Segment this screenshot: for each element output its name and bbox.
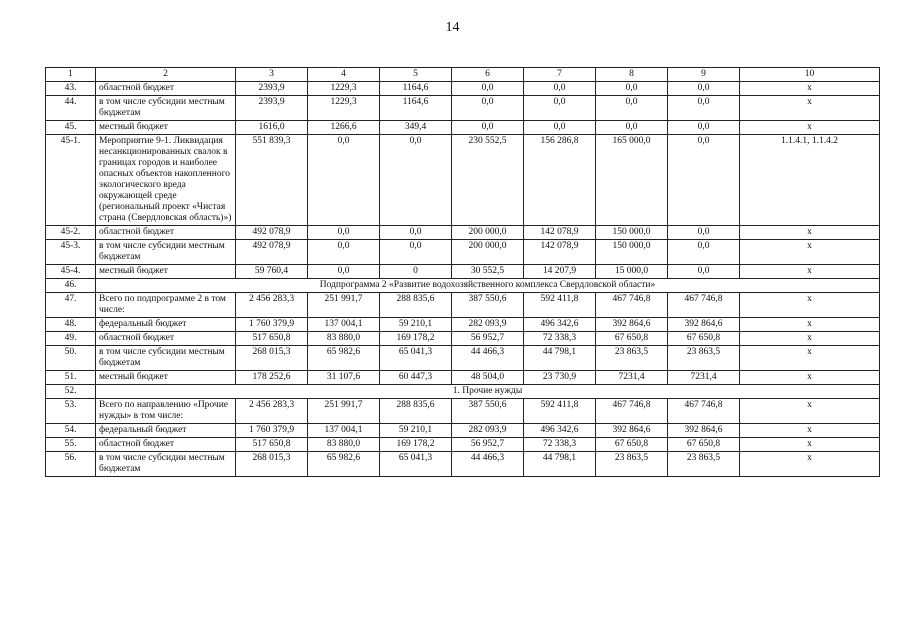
value-cell: 392 864,6 bbox=[668, 424, 740, 438]
value-cell: 83 880,0 bbox=[308, 438, 380, 452]
column-header: 9 bbox=[668, 68, 740, 82]
row-number: 45-1. bbox=[46, 135, 96, 226]
row-number: 51. bbox=[46, 371, 96, 385]
value-cell: 387 550,6 bbox=[452, 293, 524, 318]
row-name: в том числе субсидии местным бюджетам bbox=[96, 240, 236, 265]
value-cell: 44 798,1 bbox=[524, 452, 596, 477]
value-cell: 2393,9 bbox=[236, 96, 308, 121]
value-cell: 0,0 bbox=[668, 226, 740, 240]
value-cell: 467 746,8 bbox=[668, 399, 740, 424]
row-name: областной бюджет bbox=[96, 438, 236, 452]
value-cell: 72 338,3 bbox=[524, 438, 596, 452]
value-cell: 67 650,8 bbox=[668, 438, 740, 452]
column-header: 4 bbox=[308, 68, 380, 82]
row-name: областной бюджет bbox=[96, 226, 236, 240]
row-name: в том числе субсидии местным бюджетам bbox=[96, 346, 236, 371]
value-cell: 282 093,9 bbox=[452, 424, 524, 438]
target-indicator-cell: x bbox=[740, 452, 880, 477]
column-header: 5 bbox=[380, 68, 452, 82]
value-cell: 0 bbox=[380, 265, 452, 279]
target-indicator-cell: x bbox=[740, 318, 880, 332]
value-cell: 0,0 bbox=[308, 240, 380, 265]
column-number-row bbox=[46, 68, 880, 82]
target-indicator-cell: 1.1.4.1, 1.1.4.2 bbox=[740, 135, 880, 226]
value-cell: 1 760 379,9 bbox=[236, 424, 308, 438]
value-cell: 2 456 283,3 bbox=[236, 399, 308, 424]
table-row bbox=[46, 332, 880, 346]
table-row bbox=[46, 226, 880, 240]
value-cell: 59 210,1 bbox=[380, 318, 452, 332]
row-number: 45-3. bbox=[46, 240, 96, 265]
row-name: местный бюджет bbox=[96, 371, 236, 385]
row-number: 47. bbox=[46, 293, 96, 318]
row-name: местный бюджет bbox=[96, 121, 236, 135]
target-indicator-cell: x bbox=[740, 82, 880, 96]
row-number: 49. bbox=[46, 332, 96, 346]
target-indicator-cell: x bbox=[740, 226, 880, 240]
table-row bbox=[46, 346, 880, 371]
value-cell: 1164,6 bbox=[380, 82, 452, 96]
value-cell: 349,4 bbox=[380, 121, 452, 135]
value-cell: 492 078,9 bbox=[236, 240, 308, 265]
target-indicator-cell: x bbox=[740, 332, 880, 346]
value-cell: 23 863,5 bbox=[596, 346, 668, 371]
table-row bbox=[46, 438, 880, 452]
value-cell: 1229,3 bbox=[308, 96, 380, 121]
value-cell: 0,0 bbox=[668, 96, 740, 121]
row-number: 45-4. bbox=[46, 265, 96, 279]
value-cell: 65 041,3 bbox=[380, 346, 452, 371]
value-cell: 517 650,8 bbox=[236, 332, 308, 346]
row-name: областной бюджет bbox=[96, 82, 236, 96]
value-cell: 2 456 283,3 bbox=[236, 293, 308, 318]
row-number: 53. bbox=[46, 399, 96, 424]
value-cell: 150 000,0 bbox=[596, 240, 668, 265]
value-cell: 392 864,6 bbox=[668, 318, 740, 332]
table-row bbox=[46, 240, 880, 265]
value-cell: 387 550,6 bbox=[452, 399, 524, 424]
value-cell: 0,0 bbox=[380, 240, 452, 265]
value-cell: 169 178,2 bbox=[380, 332, 452, 346]
value-cell: 150 000,0 bbox=[596, 226, 668, 240]
value-cell: 1616,0 bbox=[236, 121, 308, 135]
row-number: 50. bbox=[46, 346, 96, 371]
value-cell: 592 411,8 bbox=[524, 399, 596, 424]
value-cell: 65 041,3 bbox=[380, 452, 452, 477]
value-cell: 14 207,9 bbox=[524, 265, 596, 279]
target-indicator-cell: x bbox=[740, 399, 880, 424]
value-cell: 165 000,0 bbox=[596, 135, 668, 226]
value-cell: 60 447,3 bbox=[380, 371, 452, 385]
value-cell: 142 078,9 bbox=[524, 226, 596, 240]
value-cell: 44 466,3 bbox=[452, 346, 524, 371]
value-cell: 44 466,3 bbox=[452, 452, 524, 477]
table-row bbox=[46, 318, 880, 332]
value-cell: 392 864,6 bbox=[596, 424, 668, 438]
row-number: 52. bbox=[46, 385, 96, 399]
table-row bbox=[46, 135, 880, 226]
value-cell: 288 835,6 bbox=[380, 399, 452, 424]
row-number: 54. bbox=[46, 424, 96, 438]
target-indicator-cell: x bbox=[740, 346, 880, 371]
page-number: 14 bbox=[445, 20, 460, 35]
column-header: 7 bbox=[524, 68, 596, 82]
budget-table bbox=[45, 67, 880, 477]
table-row bbox=[46, 96, 880, 121]
value-cell: 1266,6 bbox=[308, 121, 380, 135]
value-cell: 1164,6 bbox=[380, 96, 452, 121]
row-number: 56. bbox=[46, 452, 96, 477]
row-name: Мероприятие 9-1. Ликвидация несанкционированных свалок в границах городов и наиболее опасных объектов накопленного экологического вреда окружающей среде (региональный проект «Чистая страна (Свердловская область)») bbox=[96, 135, 236, 226]
row-name: федеральный бюджет bbox=[96, 318, 236, 332]
table-row bbox=[46, 452, 880, 477]
value-cell: 200 000,0 bbox=[452, 240, 524, 265]
row-name: федеральный бюджет bbox=[96, 424, 236, 438]
target-indicator-cell: x bbox=[740, 293, 880, 318]
value-cell: 23 863,5 bbox=[596, 452, 668, 477]
value-cell: 23 730,9 bbox=[524, 371, 596, 385]
column-header: 2 bbox=[96, 68, 236, 82]
table-row bbox=[46, 82, 880, 96]
value-cell: 72 338,3 bbox=[524, 332, 596, 346]
value-cell: 59 210,1 bbox=[380, 424, 452, 438]
table-row bbox=[46, 265, 880, 279]
value-cell: 23 863,5 bbox=[668, 346, 740, 371]
value-cell: 7231,4 bbox=[596, 371, 668, 385]
value-cell: 268 015,3 bbox=[236, 452, 308, 477]
value-cell: 496 342,6 bbox=[524, 318, 596, 332]
value-cell: 56 952,7 bbox=[452, 332, 524, 346]
value-cell: 156 286,8 bbox=[524, 135, 596, 226]
value-cell: 0,0 bbox=[596, 82, 668, 96]
row-number: 44. bbox=[46, 96, 96, 121]
value-cell: 7231,4 bbox=[668, 371, 740, 385]
target-indicator-cell: x bbox=[740, 265, 880, 279]
target-indicator-cell: x bbox=[740, 96, 880, 121]
value-cell: 0,0 bbox=[668, 82, 740, 96]
value-cell: 230 552,5 bbox=[452, 135, 524, 226]
value-cell: 137 004,1 bbox=[308, 318, 380, 332]
row-name: Всего по подпрограмме 2 в том числе: bbox=[96, 293, 236, 318]
target-indicator-cell: x bbox=[740, 424, 880, 438]
value-cell: 44 798,1 bbox=[524, 346, 596, 371]
section-header-row bbox=[46, 385, 880, 399]
value-cell: 251 991,7 bbox=[308, 293, 380, 318]
value-cell: 1 760 379,9 bbox=[236, 318, 308, 332]
value-cell: 0,0 bbox=[380, 226, 452, 240]
table-row bbox=[46, 371, 880, 385]
value-cell: 0,0 bbox=[308, 226, 380, 240]
column-header: 10 bbox=[740, 68, 880, 82]
table-body bbox=[46, 82, 880, 477]
value-cell: 0,0 bbox=[380, 135, 452, 226]
value-cell: 48 504,0 bbox=[452, 371, 524, 385]
column-header: 1 bbox=[46, 68, 96, 82]
value-cell: 492 078,9 bbox=[236, 226, 308, 240]
value-cell: 0,0 bbox=[668, 135, 740, 226]
value-cell: 31 107,6 bbox=[308, 371, 380, 385]
value-cell: 592 411,8 bbox=[524, 293, 596, 318]
row-name: областной бюджет bbox=[96, 332, 236, 346]
value-cell: 65 982,6 bbox=[308, 452, 380, 477]
value-cell: 0,0 bbox=[596, 121, 668, 135]
value-cell: 0,0 bbox=[668, 265, 740, 279]
value-cell: 1229,3 bbox=[308, 82, 380, 96]
value-cell: 200 000,0 bbox=[452, 226, 524, 240]
value-cell: 59 760,4 bbox=[236, 265, 308, 279]
value-cell: 56 952,7 bbox=[452, 438, 524, 452]
target-indicator-cell: x bbox=[740, 438, 880, 452]
value-cell: 288 835,6 bbox=[380, 293, 452, 318]
value-cell: 67 650,8 bbox=[596, 332, 668, 346]
value-cell: 142 078,9 bbox=[524, 240, 596, 265]
value-cell: 30 552,5 bbox=[452, 265, 524, 279]
row-name: в том числе субсидии местным бюджетам bbox=[96, 96, 236, 121]
value-cell: 15 000,0 bbox=[596, 265, 668, 279]
value-cell: 0,0 bbox=[452, 96, 524, 121]
value-cell: 0,0 bbox=[308, 265, 380, 279]
value-cell: 137 004,1 bbox=[308, 424, 380, 438]
column-header: 3 bbox=[236, 68, 308, 82]
row-number: 45. bbox=[46, 121, 96, 135]
target-indicator-cell: x bbox=[740, 371, 880, 385]
value-cell: 467 746,8 bbox=[668, 293, 740, 318]
value-cell: 0,0 bbox=[308, 135, 380, 226]
value-cell: 496 342,6 bbox=[524, 424, 596, 438]
column-header: 6 bbox=[452, 68, 524, 82]
value-cell: 467 746,8 bbox=[596, 399, 668, 424]
value-cell: 2393,9 bbox=[236, 82, 308, 96]
column-header: 8 bbox=[596, 68, 668, 82]
value-cell: 0,0 bbox=[524, 96, 596, 121]
row-number: 45-2. bbox=[46, 226, 96, 240]
row-name: в том числе субсидии местным бюджетам bbox=[96, 452, 236, 477]
table-row bbox=[46, 121, 880, 135]
value-cell: 178 252,6 bbox=[236, 371, 308, 385]
row-number: 55. bbox=[46, 438, 96, 452]
value-cell: 23 863,5 bbox=[668, 452, 740, 477]
value-cell: 282 093,9 bbox=[452, 318, 524, 332]
row-number: 43. bbox=[46, 82, 96, 96]
value-cell: 0,0 bbox=[668, 240, 740, 265]
row-name: Всего по направлению «Прочие нужды» в том числе: bbox=[96, 399, 236, 424]
value-cell: 268 015,3 bbox=[236, 346, 308, 371]
value-cell: 0,0 bbox=[668, 121, 740, 135]
section-title: Подпрограмма 2 «Развитие водохозяйственного комплекса Свердловской области» bbox=[96, 279, 880, 293]
value-cell: 0,0 bbox=[524, 82, 596, 96]
table-row bbox=[46, 293, 880, 318]
value-cell: 83 880,0 bbox=[308, 332, 380, 346]
target-indicator-cell: x bbox=[740, 240, 880, 265]
value-cell: 251 991,7 bbox=[308, 399, 380, 424]
table-row bbox=[46, 424, 880, 438]
value-cell: 392 864,6 bbox=[596, 318, 668, 332]
value-cell: 0,0 bbox=[596, 96, 668, 121]
value-cell: 67 650,8 bbox=[668, 332, 740, 346]
row-number: 46. bbox=[46, 279, 96, 293]
row-number: 48. bbox=[46, 318, 96, 332]
table-row bbox=[46, 399, 880, 424]
section-header-row bbox=[46, 279, 880, 293]
value-cell: 0,0 bbox=[524, 121, 596, 135]
value-cell: 0,0 bbox=[452, 121, 524, 135]
value-cell: 517 650,8 bbox=[236, 438, 308, 452]
value-cell: 169 178,2 bbox=[380, 438, 452, 452]
value-cell: 551 839,3 bbox=[236, 135, 308, 226]
value-cell: 67 650,8 bbox=[596, 438, 668, 452]
target-indicator-cell: x bbox=[740, 121, 880, 135]
value-cell: 65 982,6 bbox=[308, 346, 380, 371]
value-cell: 0,0 bbox=[452, 82, 524, 96]
value-cell: 467 746,8 bbox=[596, 293, 668, 318]
section-title: 1. Прочие нужды bbox=[96, 385, 880, 399]
row-name: местный бюджет bbox=[96, 265, 236, 279]
